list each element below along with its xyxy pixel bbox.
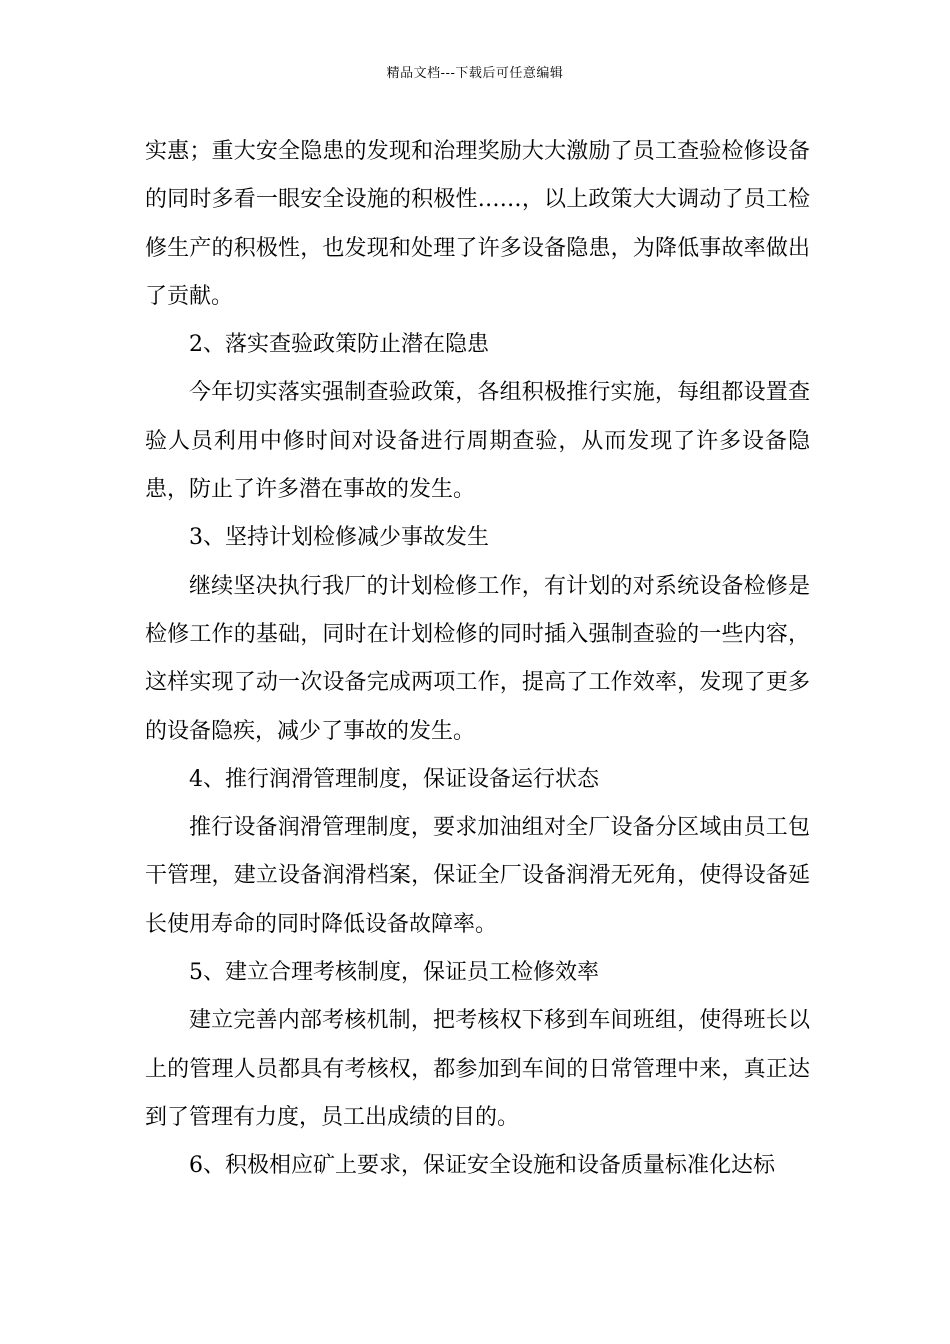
section-heading-4: 4、推行润滑管理制度，保证设备运行状态 (189, 766, 599, 792)
paragraph-section-5: 建立完善内部考核机制，把考核权下移到车间班组，使得班长以上的管理人员都具有考核权，都参加到车间的日常管理中来，真正达到了管理有力度，员工出成绩的目的。 (145, 1008, 810, 1130)
section-heading-6: 6、积极相应矿上要求，保证安全设施和设备质量标准化达标 (189, 1153, 775, 1179)
paragraph-section-2: 今年切实落实强制查验政策，各组积极推行实施，每组都设置查验人员利用中修时间对设备进行周期查验，从而发现了许多设备隐患，防止了许多潜在事故的发生。 (145, 380, 810, 503)
section-heading-3: 3、坚持计划检修减少事故发生 (189, 525, 489, 551)
section-heading-5: 5、建立合理考核制度，保证员工检修效率 (189, 960, 599, 986)
section-heading-2: 2、落实查验政策防止潜在隐患 (189, 332, 489, 358)
document-body (145, 128, 810, 1191)
paragraph-section-4: 推行设备润滑管理制度，要求加油组对全厂设备分区域由员工包干管理，建立设备润滑档案，保证全厂设备润滑无死角，使得设备延长使用寿命的同时降低设备故障率。 (145, 815, 810, 937)
page-header: 精品文档---下载后可任意编辑 (386, 66, 564, 81)
paragraph-section-3: 继续坚决执行我厂的计划检修工作，有计划的对系统设备检修是检修工作的基础，同时在计划检修的同时插入强制查验的一些内容，这样实现了动一次设备完成两项工作，提高了工作效率，发现了更多的设备隐疾，减少了事故的发生。 (145, 573, 810, 744)
paragraph-continued: 实惠；重大安全隐患的发现和治理奖励大大激励了员工查验检修设备的同时多看一眼安全设施的积极性……，以上政策大大调动了员工检修生产的积极性，也发现和处理了许多设备隐患，为降低事故率做出了贡献。 (145, 139, 810, 309)
